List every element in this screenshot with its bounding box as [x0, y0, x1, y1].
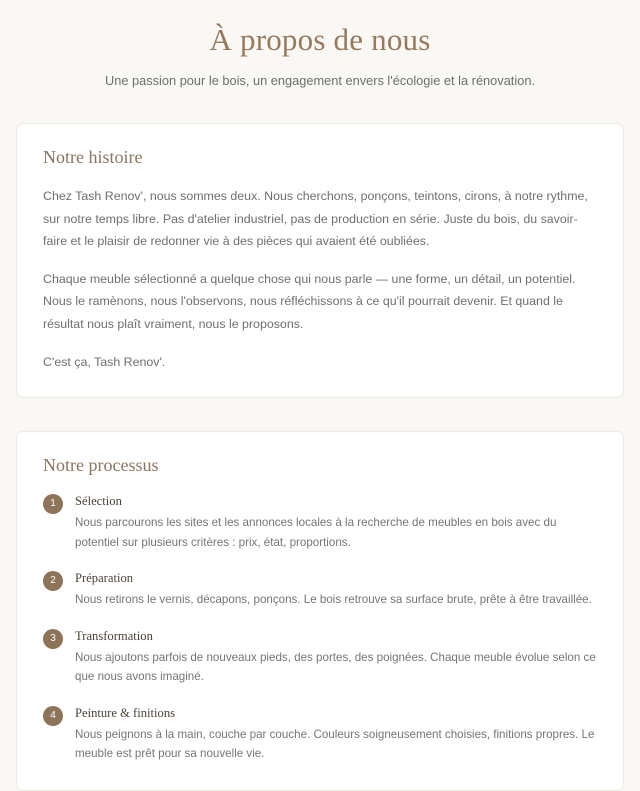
- process-step-list: [43, 493, 597, 763]
- list-item: [43, 493, 597, 552]
- step-body: [75, 705, 597, 764]
- story-card-heading: Notre histoire: [43, 146, 143, 167]
- step-title: Peinture & finitions: [75, 705, 176, 720]
- step-description: Nous ajoutons parfois de nouveaux pieds, des portes, des poignées. Chaque meuble évolue selon ce que nous avons imaginé.: [75, 650, 596, 684]
- step-number-badge: 3: [43, 629, 63, 649]
- story-card: [16, 123, 624, 398]
- step-title: Sélection: [75, 494, 122, 509]
- list-item: [43, 705, 597, 764]
- step-description: Nous peignons à la main, couche par couche. Couleurs soigneusement choisies, finitions propres. Le meuble est prêt pour sa nouvelle vie.: [75, 727, 595, 761]
- step-body: [75, 493, 597, 552]
- list-item: [43, 570, 597, 609]
- step-body: [75, 628, 597, 687]
- story-paragraph: C'est ça, Tash Renov'.: [43, 354, 166, 369]
- step-title: Préparation: [75, 571, 134, 586]
- step-title: Transformation: [75, 628, 153, 643]
- step-number-badge: 4: [43, 706, 63, 726]
- story-paragraph: Chaque meuble sélectionné a quelque chose qui nous parle — une forme, un détail, un potentiel. Nous le ramènons, nous l'observons, nous réfléchissons à ce qu'il pourrait devenir. Et quand le résultat nous plaît vraiment, nous le proposons.: [43, 271, 576, 331]
- list-item: [43, 628, 597, 687]
- process-card: [16, 431, 624, 791]
- page-subtitle: Une passion pour le bois, un engagement envers l'écologie et la rénovation.: [105, 72, 535, 88]
- step-description: Nous retirons le vernis, décapons, ponçons. Le bois retrouve sa surface brute, prête à être travaillée.: [75, 593, 592, 607]
- step-description: Nous parcourons les sites et les annonces locales à la recherche de meubles en bois avec du potentiel sur plusieurs critères : prix, état, proportions.: [75, 516, 557, 549]
- story-paragraph: Chez Tash Renov', nous sommes deux. Nous cherchons, ponçons, teintons, cirons, à notre rythme, sur notre temps libre. Pas d'atelier industriel, pas de production en série. Juste du bois, du savoir-faire et le plaisir de redonner vie à des pièces qui avaient été oubliées.: [43, 189, 588, 249]
- process-card-heading: Notre processus: [43, 455, 159, 476]
- step-body: [75, 570, 597, 609]
- step-number-badge: 2: [43, 571, 63, 591]
- step-number-badge: 1: [43, 494, 63, 514]
- page-hero: [16, 0, 624, 90]
- page-title: À propos de nous: [209, 22, 431, 57]
